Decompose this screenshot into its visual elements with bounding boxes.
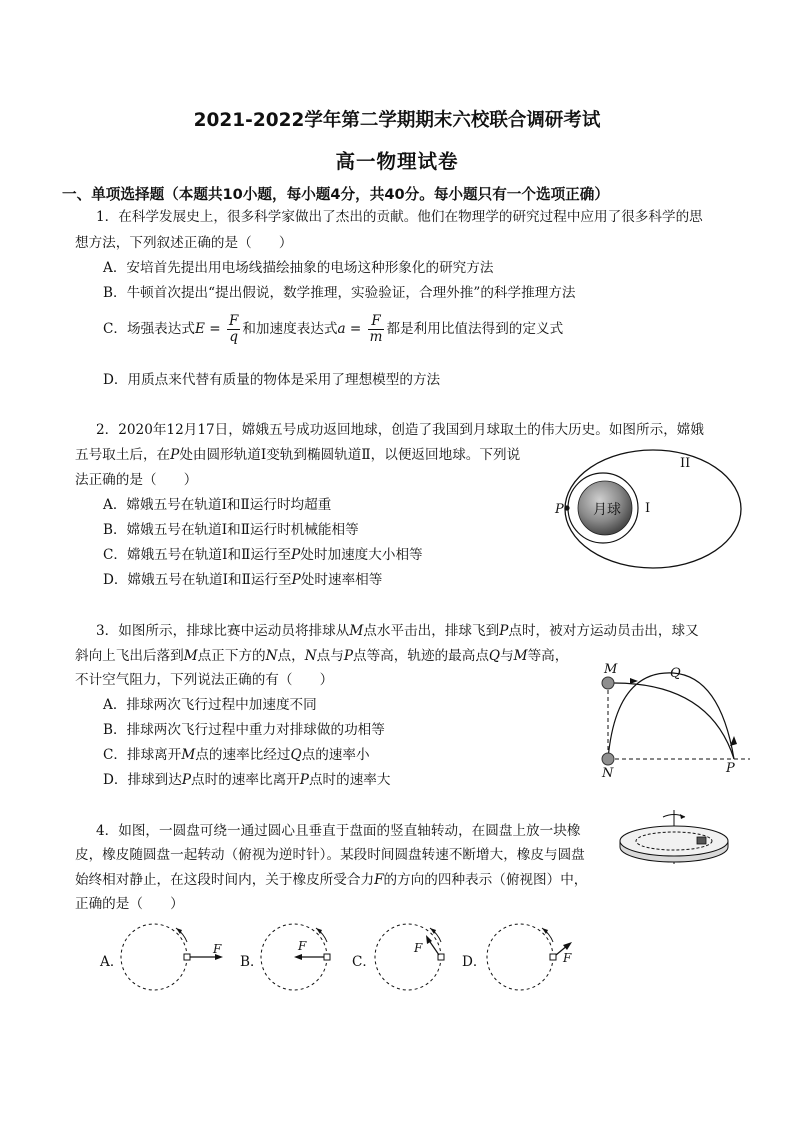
text-run: C．嫦娥五号在轨道Ⅰ和Ⅱ运行至 bbox=[103, 547, 292, 563]
eraser-box bbox=[184, 954, 190, 960]
q1-option-b: B．牛顿首次提出“提出假说，数学推理，实验验证，合理外推”的科学推理方法 bbox=[103, 285, 576, 301]
text-run: 点时的速率比离开 bbox=[191, 772, 300, 788]
text-run: 始终相对静止，在这段时间内，关于橡皮所受合力 bbox=[75, 872, 375, 888]
text-run: 等高， bbox=[527, 648, 569, 664]
text-run: 五号取土后，在 bbox=[75, 447, 171, 463]
eraser-box bbox=[550, 954, 556, 960]
var-P: P bbox=[499, 623, 509, 639]
var-Q: Q bbox=[290, 747, 302, 763]
rotating-disk-diagram bbox=[614, 808, 734, 870]
fraction-numerator: F bbox=[228, 313, 239, 329]
label-q: Q bbox=[670, 666, 681, 681]
text-run: 点正下方的 bbox=[197, 648, 266, 664]
q2-stem-line2 bbox=[75, 446, 520, 464]
q1-option-c-E: E bbox=[194, 321, 205, 337]
q4-stem-line3 bbox=[75, 871, 587, 889]
q1-option-c bbox=[103, 314, 563, 345]
text-run: 点， bbox=[277, 648, 305, 664]
text-run: 处时加速度大小相等 bbox=[300, 547, 423, 563]
point-p-label: P bbox=[555, 502, 564, 517]
fraction-denominator: q bbox=[229, 329, 238, 345]
force-label: F bbox=[563, 951, 572, 965]
text-run: D．嫦娥五号在轨道Ⅰ和Ⅱ运行至 bbox=[103, 572, 292, 588]
dashed-circle bbox=[375, 924, 441, 990]
q3-option-c bbox=[103, 746, 370, 764]
q4-option-b-label: B． bbox=[240, 954, 264, 970]
var-N: N bbox=[304, 648, 317, 664]
fraction-denominator: m bbox=[369, 329, 383, 345]
q1-option-c-a: a bbox=[337, 321, 346, 337]
var-P: P bbox=[170, 447, 180, 463]
label-m: M bbox=[604, 662, 618, 677]
orbit-ii-label: II bbox=[680, 456, 691, 471]
q1-option-a: A．安培首先提出用电场线描绘抽象的电场这种形象化的研究方法 bbox=[103, 260, 494, 276]
force-arrow-head bbox=[294, 954, 302, 960]
arrow-up-right bbox=[730, 736, 737, 746]
q4-option-a-figure bbox=[118, 922, 238, 992]
q4-stem-line2: 皮，橡皮随圆盘一起转动（俯视为逆时针）。某段时间圆盘转速不断增大，橡皮与圆盘 bbox=[75, 847, 585, 863]
text-run: 3．如图所示，排球比赛中运动员将排球从 bbox=[96, 623, 350, 639]
q3-stem-line3: 不计空气阻力，下列说法正确的有（ ） bbox=[75, 672, 334, 688]
dashed-circle bbox=[487, 924, 553, 990]
eraser-block bbox=[697, 837, 706, 844]
force-label: F bbox=[414, 941, 423, 955]
ball-at-m bbox=[602, 677, 614, 689]
trajectory-p-to-n bbox=[608, 673, 734, 759]
q3-option-b: B．排球两次飞行过程中重力对排球做的功相等 bbox=[103, 722, 385, 738]
section-heading: 一、单项选择题（本题共10小题，每小题4分，共40分。每小题只有一个选项正确） bbox=[62, 186, 609, 203]
q3-option-a: A．排球两次飞行过程中加速度不同 bbox=[103, 697, 317, 713]
label-p: P bbox=[726, 761, 735, 776]
text-run: 与 bbox=[500, 648, 514, 664]
text-run: 点水平击出，排球飞到 bbox=[363, 623, 500, 639]
q1-stem-line2: 想方法，下列叙述正确的是（ ） bbox=[75, 235, 293, 251]
var-M: M bbox=[513, 648, 528, 664]
arrow-horizontal bbox=[630, 678, 638, 684]
fraction-numerator: F bbox=[368, 314, 385, 330]
q4-stem-line1: 4．如图，一圆盘可绕一通过圆心且垂直于盘面的竖直轴转动，在圆盘上放一块橡 bbox=[96, 823, 581, 839]
q1-option-c-eq2: = bbox=[345, 321, 366, 337]
var-N: N bbox=[265, 648, 278, 664]
q2-option-b: B．嫦娥五号在轨道Ⅰ和Ⅱ运行时机械能相等 bbox=[103, 522, 359, 538]
q2-option-a: A．嫦娥五号在轨道Ⅰ和Ⅱ运行时均超重 bbox=[103, 497, 332, 513]
volleyball-trajectory-diagram bbox=[592, 660, 762, 780]
text-run: D．排球到达 bbox=[103, 772, 182, 788]
moon-label: 月球 bbox=[593, 502, 621, 518]
var-Q: Q bbox=[488, 648, 501, 664]
eraser-box bbox=[324, 954, 330, 960]
var-P: P bbox=[291, 572, 301, 588]
force-label: F bbox=[298, 939, 307, 953]
text-run: 点与 bbox=[316, 648, 344, 664]
orbit-i-label: I bbox=[645, 501, 651, 516]
q1-option-c-mid: 和加速度表达式 bbox=[242, 321, 338, 337]
q2-option-c bbox=[103, 546, 423, 564]
q4-stem-line4: 正确的是（ ） bbox=[75, 896, 184, 912]
q1-stem-line1: 1．在科学发展史上，很多科学家做出了杰出的贡献。他们在物理学的研究过程中应用了很多科学的思 bbox=[96, 209, 703, 225]
text-run: 处时速率相等 bbox=[300, 572, 383, 588]
q1-option-c-prefix: C．场强表达式 bbox=[103, 321, 195, 337]
q4-option-d-label: D． bbox=[462, 954, 487, 970]
text-run: 点时的速率大 bbox=[308, 772, 391, 788]
q1-option-d: D．用质点来代替有质量的物体是采用了理想模型的方法 bbox=[103, 372, 441, 388]
q4-option-b-figure bbox=[258, 922, 348, 992]
q3-stem-line2 bbox=[75, 647, 568, 665]
q1-option-c-suffix: 都是利用比值法得到的定义式 bbox=[386, 321, 564, 337]
var-M: M bbox=[183, 648, 198, 664]
text-run: 的方向的四种表示（俯视图）中， bbox=[383, 872, 588, 888]
dashed-circle bbox=[121, 924, 187, 990]
trajectory-m-to-p bbox=[614, 683, 734, 759]
q4-option-c-label: C． bbox=[352, 954, 376, 970]
text-run: 处由圆形轨道Ⅰ变轨到椭圆轨道Ⅱ，以便返回地球。下列说 bbox=[179, 447, 521, 463]
q4-option-a-label: A． bbox=[100, 954, 124, 970]
q4-option-c-figure bbox=[372, 922, 462, 992]
q2-option-d bbox=[103, 571, 382, 589]
text-run: 斜向上飞出后落到 bbox=[75, 648, 184, 664]
point-p-dot bbox=[564, 505, 569, 510]
orbit-diagram bbox=[550, 448, 750, 576]
var-F: F bbox=[374, 872, 384, 888]
q4-option-d-figure bbox=[484, 922, 584, 992]
q2-stem-line1: 2．2020年12月17日，嫦娥五号成功返回地球，创造了我国到月球取土的伟大历史。如图所示，嫦娥 bbox=[96, 422, 704, 438]
q3-stem-line1 bbox=[96, 622, 699, 640]
var-M: M bbox=[181, 747, 196, 763]
q3-option-d bbox=[103, 771, 391, 789]
text-run: 点的速率比经过 bbox=[195, 747, 291, 763]
var-P: P bbox=[291, 547, 301, 563]
exam-subtitle: 高一物理试卷 bbox=[335, 150, 459, 173]
fraction-f-over-q bbox=[227, 314, 240, 345]
var-P: P bbox=[299, 772, 309, 788]
q1-option-c-eq1: = bbox=[204, 321, 225, 337]
exam-title: 2021-2022学年第二学期期末六校联合调研考试 bbox=[193, 110, 601, 131]
var-M: M bbox=[349, 623, 364, 639]
fraction-f-over-m bbox=[368, 314, 385, 345]
ball-at-n bbox=[602, 753, 614, 765]
text-run: 点的速率小 bbox=[301, 747, 370, 763]
text-run: 点等高，轨迹的最高点 bbox=[352, 648, 489, 664]
var-P: P bbox=[181, 772, 192, 788]
force-label: F bbox=[213, 942, 222, 956]
var-P: P bbox=[343, 648, 353, 664]
q2-stem-line3: 法正确的是（ ） bbox=[75, 472, 198, 488]
text-run: C．排球离开 bbox=[103, 747, 182, 763]
text-run: 点时，被对方运动员击出，球又 bbox=[508, 623, 699, 639]
label-n: N bbox=[602, 766, 614, 780]
